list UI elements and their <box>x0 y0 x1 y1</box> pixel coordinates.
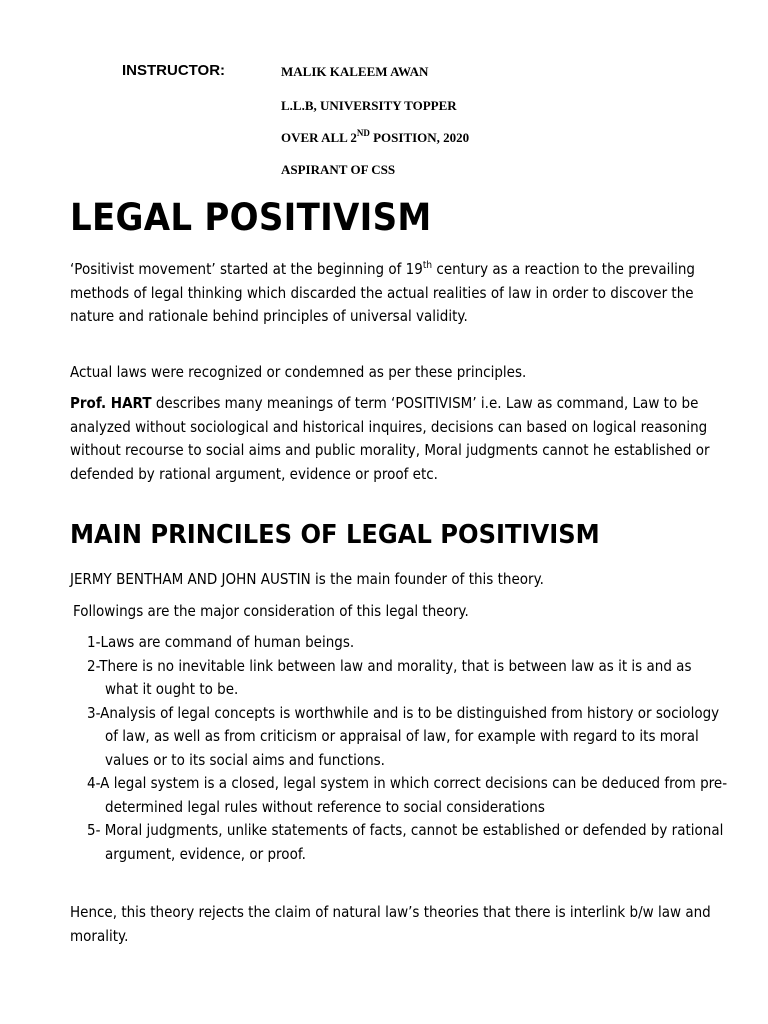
intro-part2: century as a reaction to the prevailing methods of legal thinking which discarded the actual realities of law in order to discover the nature and rationale behind principles of universal validity. <box>70 260 695 325</box>
list-item: 1-Laws are command of human beings. <box>87 633 355 651</box>
instructor-position <box>281 130 469 146</box>
list-item: 2-There is no inevitable link between law and morality, that is between law as it is and as what it ought to be. <box>87 656 692 698</box>
paragraph-conclusion: Hence, this theory rejects the claim of natural law’s theories that there is interlink b/w law and morality. <box>70 903 711 945</box>
intro-part1: ‘Positivist movement’ started at the beginning of 19 <box>70 260 423 278</box>
paragraph-considerations: Followings are the major consideration of this legal theory. <box>73 602 469 620</box>
principles-list <box>87 631 728 866</box>
paragraph-hart <box>70 392 711 486</box>
section-heading: MAIN PRINCILES OF LEGAL POSITIVISM <box>70 520 600 550</box>
position-superscript: ND <box>356 128 370 138</box>
instructor-degree: L.L.B, UNIVERSITY TOPPER <box>281 98 457 113</box>
page-title: LEGAL POSITIVISM <box>70 196 432 239</box>
instructor-label: INSTRUCTOR: <box>122 62 226 79</box>
intro-superscript: th <box>422 260 433 271</box>
position-suffix: POSITION, 2020 <box>369 130 470 145</box>
paragraph-founders: JERMY BENTHAM AND JOHN AUSTIN is the main founder of this theory. <box>70 570 544 588</box>
paragraph-principles: Actual laws were recognized or condemned as per these principles. <box>70 363 527 381</box>
instructor-aspirant: ASPIRANT OF CSS <box>281 162 396 177</box>
instructor-name: MALIK KALEEM AWAN <box>281 64 429 79</box>
hart-text: describes many meanings of term ‘POSITIVISM’ i.e. Law as command, Law to be analyzed without sociological and historical inquires, decisions can based on logical reasoning without recourse to social aims and public morality, Moral judgments cannot he established or defended by rational argument, evidence or proof etc. <box>70 394 710 483</box>
list-item: 5- Moral judgments, unlike statements of facts, cannot be established or defended by rational argument, evidence, or proof. <box>87 821 724 863</box>
list-item: 3-Analysis of legal concepts is worthwhile and is to be distinguished from history or sociology of law, as well as from criticism or appraisal of law, for example with regard to its moral values or to its social aims and functions. <box>87 703 720 769</box>
list-item: 4-A legal system is a closed, legal system in which correct decisions can be deduced from pre-determined legal rules without reference to social considerations <box>87 774 728 816</box>
intro-paragraph <box>70 258 711 329</box>
hart-name: Prof. HART <box>70 394 152 412</box>
position-prefix: OVER ALL 2 <box>281 130 357 145</box>
